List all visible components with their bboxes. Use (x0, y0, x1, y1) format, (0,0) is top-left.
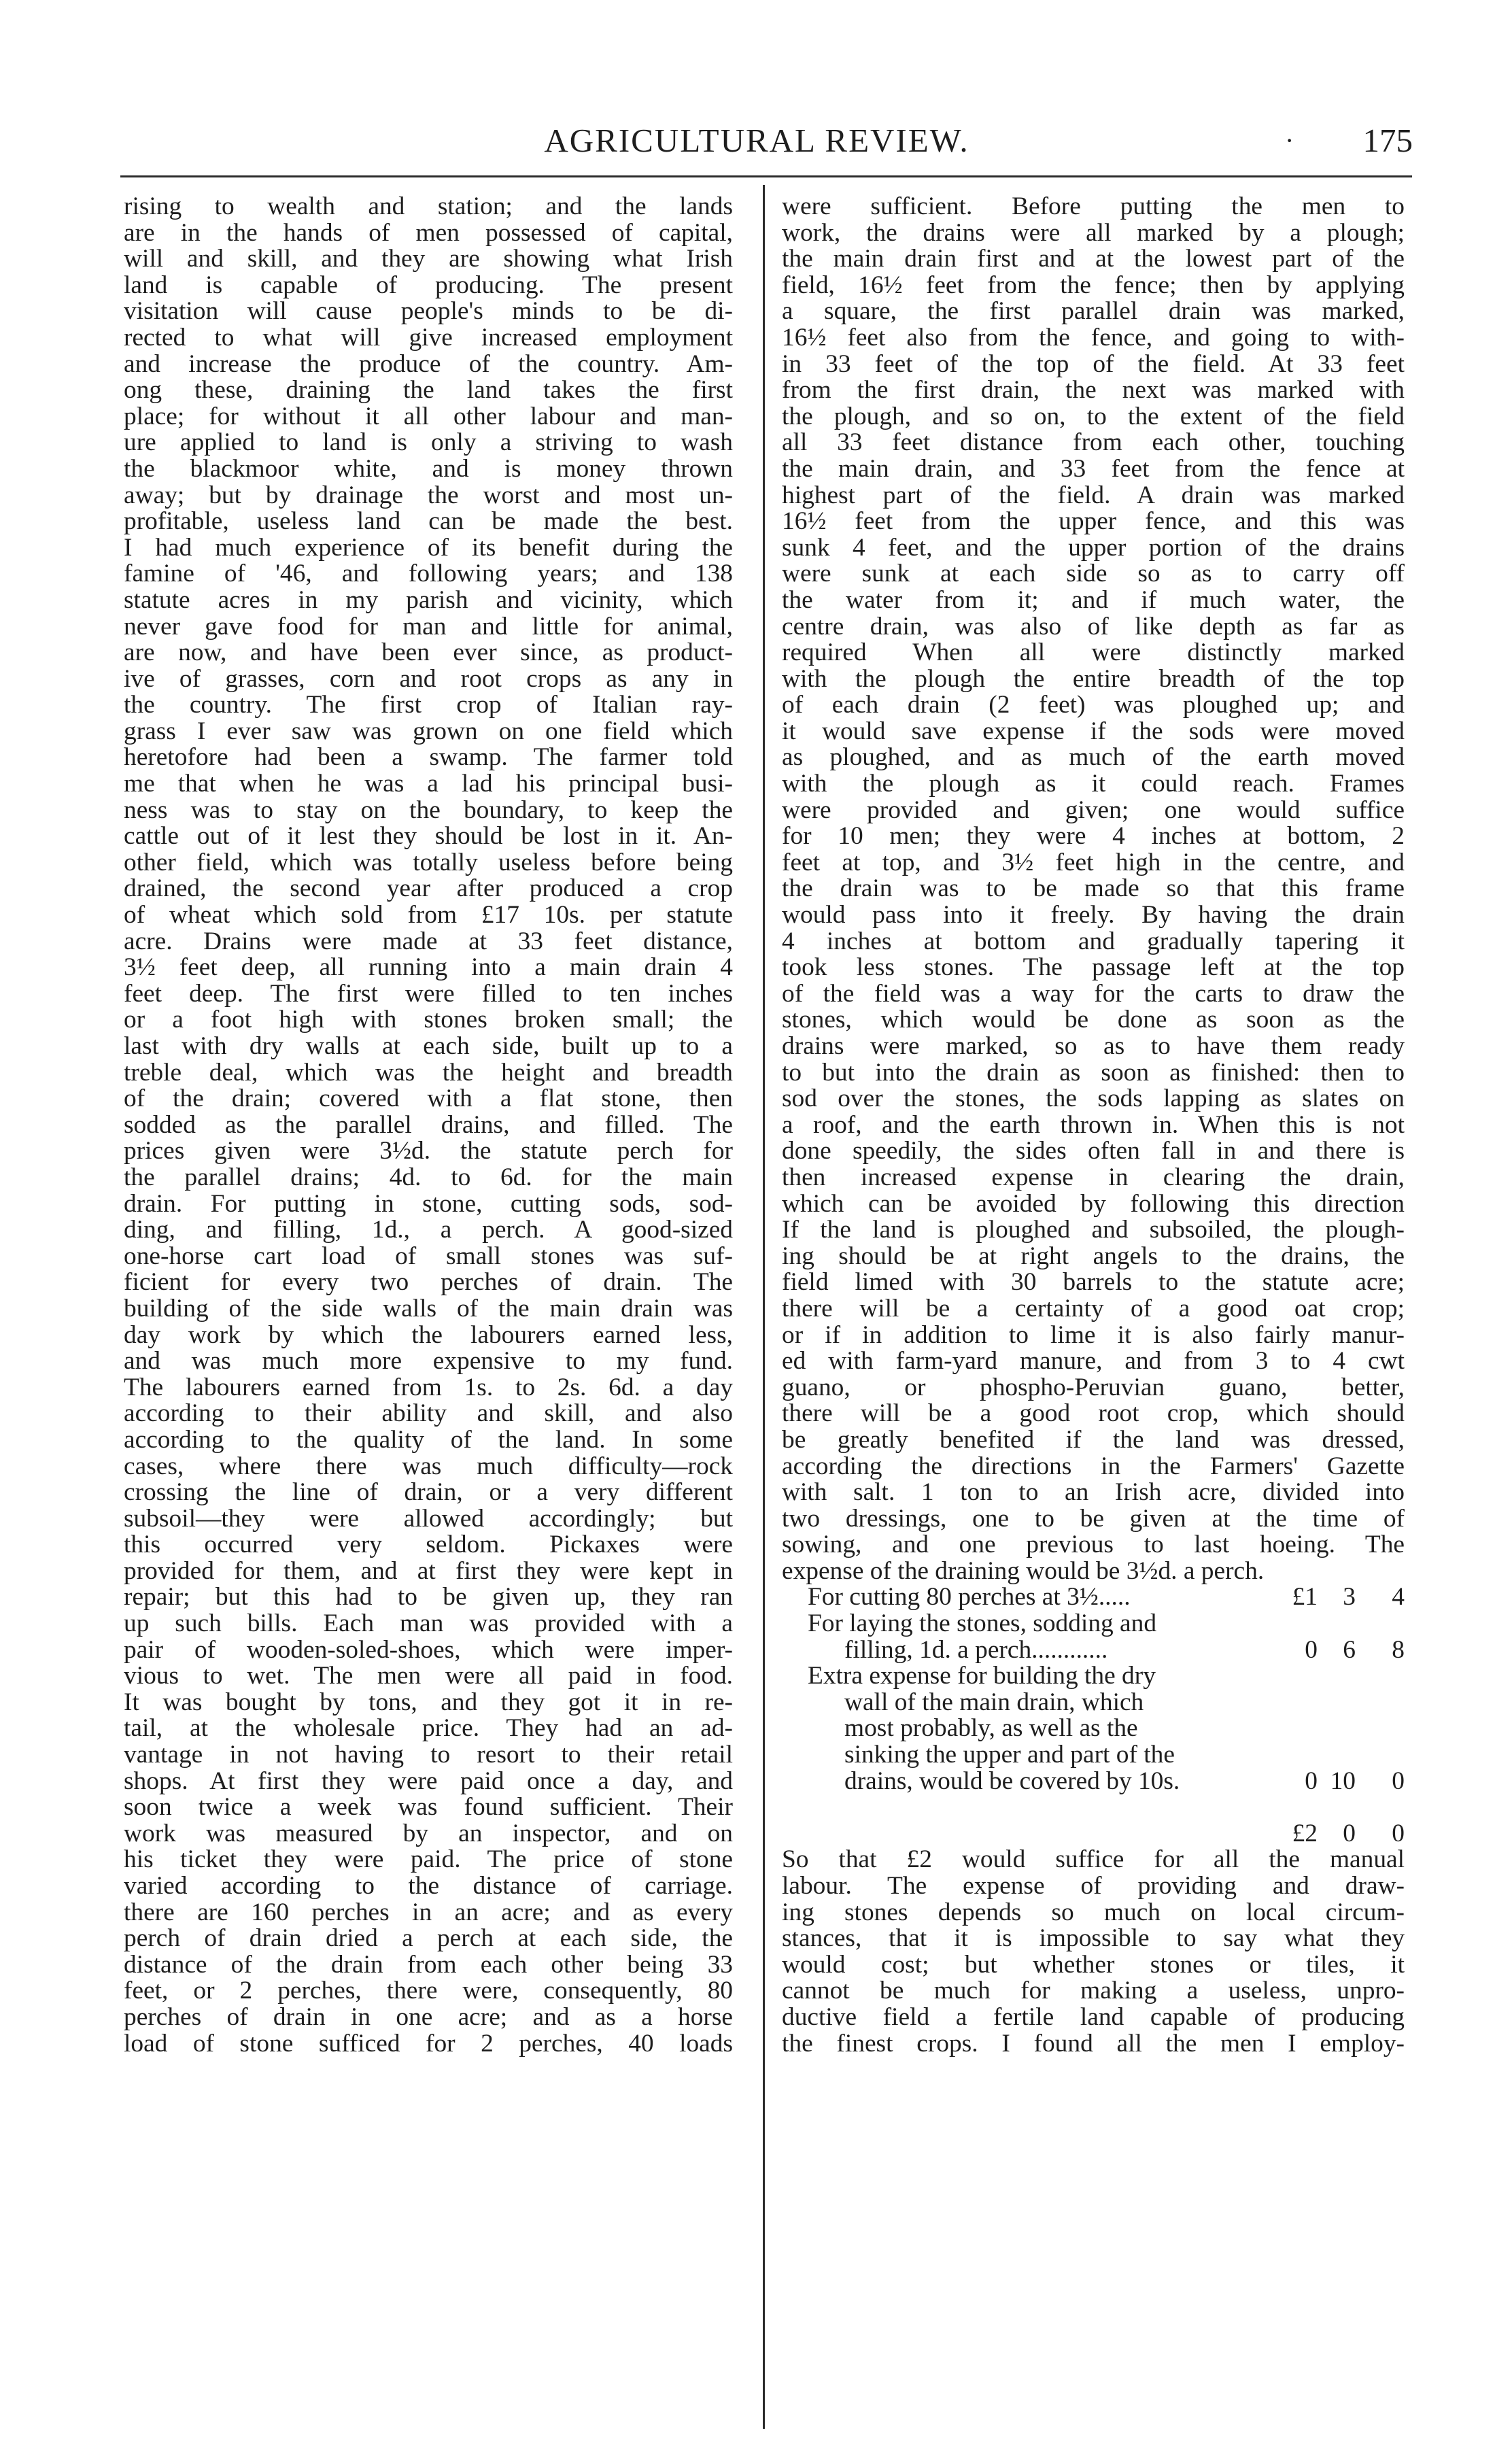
text-line: feet at top, and 3½ feet high in the centre, and (782, 849, 1405, 876)
text-line: as ploughed, and as much of the earth moved (782, 745, 1405, 772)
text-line: up such bills. Each man was provided with a (124, 1611, 733, 1637)
text-line: the main drain first and at the lowest part of the (782, 246, 1405, 273)
text-line: sowing, and one previous to last hoeing. The (782, 1532, 1405, 1558)
text-line: pair of wooden-soled-shoes, which were imper- (124, 1637, 733, 1664)
text-line: of wheat which sold from £17 10s. per statute (124, 902, 733, 929)
text-line: drains were marked, so as to have them ready (782, 1034, 1405, 1060)
ledger-amount-l: £1 (1292, 1583, 1318, 1611)
text-line: provided for them, and at first they were kept in (124, 1558, 733, 1585)
right-column-text-continued (782, 1847, 1405, 2057)
ledger-total-l: £2 (1292, 1819, 1318, 1847)
text-line: heretofore had been a swamp. The farmer told (124, 745, 733, 772)
text-line: ness was to stay on the boundary, to keep the (124, 797, 733, 824)
text-line: there will be a good root crop, which should (782, 1401, 1405, 1427)
text-line: it would save expense if the sods were moved (782, 718, 1405, 745)
text-line: ing should be at right angels to the drains, the (782, 1243, 1405, 1270)
text-line: the blackmoor white, and is money thrown (124, 456, 733, 483)
text-line: highest part of the field. A drain was marked (782, 482, 1405, 509)
ledger-total (782, 1821, 1405, 1847)
text-line: cannot be much for making a useless, unpro- (782, 1978, 1405, 2005)
ledger-item-text: filling, 1d. a perch............ (844, 1637, 1108, 1664)
text-line: ure applied to land is only a striving to wash (124, 430, 733, 456)
text-line: work, the drains were all marked by a plough; (782, 220, 1405, 247)
text-line: the main drain, and 33 feet from the fence at (782, 456, 1405, 483)
ledger-amount-s: 3 (1343, 1583, 1356, 1611)
text-line: prices given were 3½d. the statute perch for (124, 1138, 733, 1165)
ledger-row (782, 1769, 1405, 1795)
text-line: ductive field a fertile land capable of producing (782, 2004, 1405, 2031)
text-line: are in the hands of men possessed of capital, (124, 220, 733, 247)
text-line: cases, where there was much difficulty—rock (124, 1453, 733, 1480)
text-line: crossing the line of drain, or a very different (124, 1480, 733, 1506)
text-line: soon twice a week was found sufficient. Their (124, 1794, 733, 1821)
text-line: rected to what will give increased employment (124, 324, 733, 352)
text-line: a square, the first parallel drain was marked, (782, 299, 1405, 325)
text-line: ficient for every two perches of drain. The (124, 1269, 733, 1296)
text-line: last with dry walls at each side, built up to a (124, 1034, 733, 1060)
text-line: the country. The first crop of Italian ray- (124, 692, 733, 719)
text-line: shops. At first they were paid once a day, and (124, 1768, 733, 1795)
ledger-amount-s (1318, 1716, 1356, 1742)
text-line: his ticket they were paid. The price of stone (124, 1847, 733, 1873)
text-line: famine of '46, and following years; and 138 (124, 561, 733, 587)
ledger-row (782, 1742, 1405, 1769)
ledger-amount-d (1356, 1716, 1405, 1742)
text-line: I had much experience of its benefit during the (124, 534, 733, 562)
left-column (124, 194, 733, 2057)
text-line: will and skill, and they are showing what Irish (124, 246, 733, 273)
text-line: or a foot high with stones broken small; the (124, 1007, 733, 1034)
text-line: day work by which the labourers earned less, (124, 1322, 733, 1349)
header-separator: · (1285, 125, 1294, 156)
ledger-amount-s (1318, 1663, 1356, 1690)
text-line: vantage in not having to resort to their retail (124, 1742, 733, 1769)
text-line: varied according to the distance of carriage. (124, 1873, 733, 1900)
text-line: this occurred very seldom. Pickaxes were (124, 1532, 733, 1558)
text-line: expense of the draining would be 3½d. a perch. (782, 1558, 1265, 1585)
ledger-amount-s (1318, 1742, 1356, 1769)
ledger-amount-l: 0 (1305, 1635, 1318, 1664)
text-line: to but into the drain as soon as finished: then to (782, 1059, 1405, 1087)
text-line: place; for without it all other labour and man- (124, 403, 733, 430)
ledger-amount-s (1318, 1690, 1356, 1716)
text-line: building of the side walls of the main drain was (124, 1295, 733, 1323)
text-line: drain. For putting in stone, cutting sods, sod- (124, 1191, 733, 1218)
ledger-amount-d: 0 (1392, 1767, 1405, 1795)
right-column-text (782, 194, 1405, 1584)
ledger-row (782, 1690, 1405, 1716)
text-line: there are 160 perches in an acre; and as every (124, 1899, 733, 1926)
text-line: according the directions in the Farmers' Gazette (782, 1453, 1405, 1480)
text-line: required When all were distinctly marked (782, 640, 1405, 666)
text-line: acre. Drains were made at 33 feet distance, (124, 928, 733, 955)
text-line: took less stones. The passage left at the top (782, 955, 1405, 981)
text-line: stones, which would be done as soon as the (782, 1007, 1405, 1034)
ledger-item-text: For cutting 80 perches at 3½..... (808, 1584, 1131, 1611)
ledger-total-d: 0 (1392, 1819, 1405, 1847)
text-line: the plough, and so on, to the extent of the field (782, 403, 1405, 430)
text-line: If the land is ploughed and subsoiled, the plough- (782, 1217, 1405, 1244)
ledger-row (782, 1584, 1405, 1611)
text-line: according to their ability and skill, and also (124, 1401, 733, 1427)
text-line: then increased expense in clearing the drain, (782, 1164, 1405, 1191)
ledger-amount-s (1318, 1611, 1356, 1637)
ledger-amount-d: 4 (1392, 1583, 1405, 1611)
text-line: drained, the second year after produced a crop (124, 876, 733, 903)
text-line: visitation will cause people's minds to be di- (124, 299, 733, 325)
ledger-amount-d (1356, 1663, 1405, 1690)
text-line: sodded as the parallel drains, and filled. The (124, 1112, 733, 1139)
text-line: from the first drain, the next was marked with (782, 377, 1405, 404)
text-line: away; but by drainage the worst and most un- (124, 482, 733, 509)
page-header (101, 114, 1413, 167)
ledger-amount-l: 0 (1305, 1767, 1318, 1795)
text-line: 16½ feet also from the fence, and going to with- (782, 324, 1405, 352)
text-line: sod over the stones, the sods lapping as slates on (782, 1086, 1405, 1112)
text-line: 3½ feet deep, all running into a main drain 4 (124, 955, 733, 981)
text-line: would cost; but whether stones or tiles, it (782, 1951, 1405, 1979)
ledger-amount-l (1255, 1663, 1318, 1690)
ledger-total-s: 0 (1343, 1819, 1356, 1847)
text-line: repair; but this had to be given up, they ran (124, 1584, 733, 1611)
text-line: ing stones depends so much on local circum- (782, 1899, 1405, 1926)
text-line: subsoil—they were allowed accordingly; but (124, 1505, 733, 1533)
text-line: the drain was to be made so that this frame (782, 876, 1405, 903)
text-line: land is capable of producing. The present (124, 272, 733, 299)
text-line: distance of the drain from each other being 33 (124, 1951, 733, 1979)
text-line: which can be avoided by following this direction (782, 1191, 1405, 1218)
column-divider (763, 185, 765, 2429)
text-line: with the plough as it could reach. Frames (782, 771, 1405, 798)
ledger-row (782, 1716, 1405, 1742)
text-line: of each drain (2 feet) was ploughed up; and (782, 692, 1405, 719)
text-line: field limed with 30 barrels to the statute acre; (782, 1269, 1405, 1296)
text-line: load of stone sufficed for 2 perches, 40 loads (124, 2030, 733, 2058)
text-line: vious to wet. The men were all paid in food. (124, 1663, 733, 1690)
ledger-amount-d (1356, 1690, 1405, 1716)
text-line: ong these, draining the land takes the first (124, 377, 733, 404)
text-line: the parallel drains; 4d. to 6d. for the main (124, 1164, 733, 1191)
ledger-item-text: Extra expense for building the dry (808, 1663, 1156, 1690)
text-line: were sunk at each side so as to carry off (782, 561, 1405, 587)
ledger-amount-s: 10 (1330, 1767, 1356, 1795)
text-line: were provided and given; one would suffice (782, 797, 1405, 824)
header-rule (120, 175, 1412, 177)
text-line: were sufficient. Before putting the men to (782, 194, 1405, 220)
ledger-item-text: wall of the main drain, which (844, 1689, 1144, 1716)
text-line: me that when he was a lad his principal busi- (124, 771, 733, 798)
ledger-item-text: sinking the upper and part of the (844, 1742, 1175, 1769)
text-line: 16½ feet from the upper fence, and this was (782, 509, 1405, 535)
text-line: profitable, useless land can be made the best. (124, 509, 733, 535)
ledger-item-text: drains, would be covered by 10s. (844, 1768, 1180, 1795)
ledger-row (782, 1637, 1405, 1664)
text-line: So that £2 would suffice for all the manual (782, 1847, 1405, 1873)
ledger-amount-d (1356, 1611, 1405, 1637)
ledger-amount-l (1255, 1690, 1318, 1716)
text-line: be greatly benefited if the land was dressed, (782, 1427, 1405, 1454)
ledger-amount-l (1255, 1742, 1318, 1769)
ledger-item-text: For laying the stones, sodding and (808, 1611, 1157, 1637)
text-line: feet deep. The first were filled to ten inches (124, 980, 733, 1008)
text-line: one-horse cart load of small stones was suf- (124, 1243, 733, 1270)
text-line: or if in addition to lime it is also fairly manur- (782, 1322, 1405, 1349)
text-line: perch of drain dried a perch at each side, the (124, 1926, 733, 1952)
text-line: of the drain; covered with a flat stone, then (124, 1086, 733, 1112)
text-line: with salt. 1 ton to an Irish acre, divided into (782, 1480, 1405, 1506)
text-line: 4 inches at bottom and gradually tapering it (782, 928, 1405, 955)
ledger-amount-l (1255, 1716, 1318, 1742)
ledger-row (782, 1611, 1405, 1637)
text-line: ed with farm-yard manure, and from 3 to 4 cwt (782, 1348, 1405, 1375)
text-line: of the field was a way for the carts to draw the (782, 980, 1405, 1008)
text-line: It was bought by tons, and they got it in re- (124, 1689, 733, 1716)
text-line: the water from it; and if much water, the (782, 587, 1405, 614)
text-line: labour. The expense of providing and draw- (782, 1873, 1405, 1900)
text-line: stances, that it is impossible to say what they (782, 1926, 1405, 1952)
text-line: guano, or phospho-Peruvian guano, better, (782, 1374, 1405, 1401)
ledger-row (782, 1663, 1405, 1690)
text-line: statute acres in my parish and vicinity, which (124, 587, 733, 614)
text-line: feet, or 2 perches, there were, consequently, 80 (124, 1978, 733, 2005)
right-column (782, 194, 1405, 2057)
text-line: tail, at the wholesale price. They had an ad- (124, 1716, 733, 1743)
text-line: ive of grasses, corn and root crops as any in (124, 666, 733, 693)
text-line: for 10 men; they were 4 inches at bottom, 2 (782, 823, 1405, 850)
page-number: 175 (1362, 122, 1413, 159)
text-line: with the plough the entire breadth of the top (782, 666, 1405, 693)
text-line: and increase the produce of the country. Am- (124, 351, 733, 378)
text-line: done speedily, the sides often fall in and there is (782, 1138, 1405, 1165)
text-line: and was much more expensive to my fund. (124, 1348, 733, 1375)
text-line: work was measured by an inspector, and on (124, 1820, 733, 1847)
ledger-item-text: most probably, as well as the (844, 1716, 1138, 1743)
text-line: centre drain, was also of like depth as far as (782, 613, 1405, 641)
text-line: there will be a certainty of a good oat crop; (782, 1295, 1405, 1323)
text-line: the finest crops. I found all the men I employ- (782, 2030, 1405, 2058)
ledger-amount-s: 6 (1343, 1635, 1356, 1664)
text-line: grass I ever saw was grown on one field which (124, 718, 733, 745)
ledger-amount-d: 8 (1392, 1635, 1405, 1664)
text-line: never gave food for man and little for animal, (124, 613, 733, 641)
text-line: sunk 4 feet, and the upper portion of the drains (782, 534, 1405, 562)
text-line: in 33 feet of the top of the field. At 33 feet (782, 351, 1405, 378)
text-line: field, 16½ feet from the fence; then by applying (782, 272, 1405, 299)
running-title: AGRICULTURAL REVIEW. (544, 122, 969, 159)
text-line: are now, and have been ever since, as product- (124, 640, 733, 666)
expense-ledger (782, 1584, 1405, 1847)
text-line: treble deal, which was the height and breadth (124, 1059, 733, 1087)
text-line: according to the quality of the land. In some (124, 1427, 733, 1454)
text-line: cattle out of it lest they should be lost in it. An- (124, 823, 733, 850)
ledger-amount-l (1255, 1611, 1318, 1637)
text-line: ding, and filling, 1d., a perch. A good-sized (124, 1217, 733, 1244)
ledger-amount-d (1356, 1742, 1405, 1769)
text-line: rising to wealth and station; and the lands (124, 194, 733, 220)
text-line: would pass into it freely. By having the drain (782, 902, 1405, 929)
text-line: two dressings, one to be given at the time of (782, 1505, 1405, 1533)
text-line: The labourers earned from 1s. to 2s. 6d. a day (124, 1374, 733, 1401)
text-line: perches of drain in one acre; and as a horse (124, 2004, 733, 2031)
text-line: a roof, and the earth thrown in. When this is not (782, 1112, 1405, 1139)
text-line: all 33 feet distance from each other, touching (782, 430, 1405, 456)
text-line: other field, which was totally useless before being (124, 849, 733, 876)
